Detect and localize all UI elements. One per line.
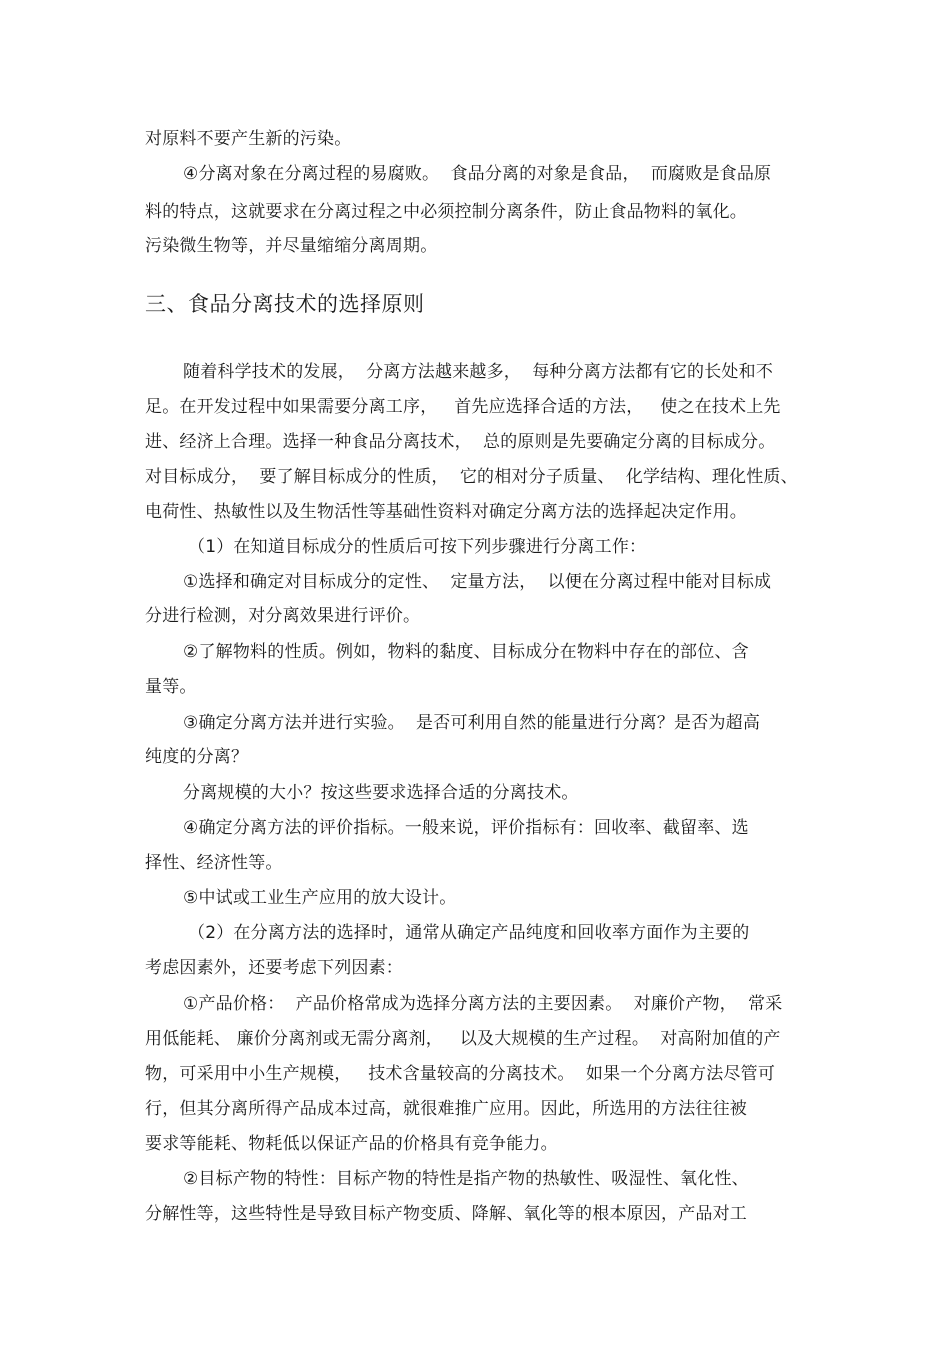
text-line: 用低能耗、 廉价分离剂或无需分离剂， 以及大规模的生产过程。 对高附加值的产 [145, 1029, 781, 1049]
text-line: 对原料不要产生新的污染。 [145, 129, 352, 149]
text-line: ④确定分离方法的评价指标。一般来说，评价指标有：回收率、截留率、选 [183, 818, 749, 838]
text-line: 进、经济上合理。选择一种食品分离技术， 总的原则是先要确定分离的目标成分。 [145, 432, 776, 452]
text-line: 要求等能耗、物耗低以保证产品的价格具有竞争能力。 [145, 1134, 558, 1154]
text-line: 量等。 [145, 677, 197, 697]
text-line: ①选择和确定对目标成分的定性、 定量方法， 以便在分离过程中能对目标成 [183, 572, 772, 592]
text-line: 纯度的分离？ [145, 747, 249, 767]
text-line: ⑤中试或工业生产应用的放大设计。 [183, 888, 457, 908]
text-line: 分离规模的大小？按这些要求选择合适的分离技术。 [183, 783, 579, 803]
section-heading: 三、食品分离技术的选择原则 [145, 292, 425, 316]
text-line: 行，但其分离所得产品成本过高，就很难推广应用。因此，所选用的方法往往被 [145, 1099, 747, 1119]
text-line: 电荷性、热敏性以及生物活性等基础性资料对确定分离方法的选择起决定作用。 [145, 502, 747, 522]
text-line: 分进行检测，对分离效果进行评价。 [145, 606, 421, 626]
text-line: ②目标产物的特性：目标产物的特性是指产物的热敏性、吸湿性、氧化性、 [183, 1169, 749, 1189]
text-line: 物，可采用中小生产规模， 技术含量较高的分离技术。 如果一个分离方法尽管可 [145, 1064, 776, 1084]
text-line: （1）在知道目标成分的性质后可按下列步骤进行分离工作： [188, 537, 647, 557]
text-line: ②了解物料的性质。例如，物料的黏度、目标成分在物料中存在的部位、含 [183, 642, 749, 662]
text-line: ③确定分离方法并进行实验。 是否可利用自然的能量进行分离？是否为超高 [183, 713, 761, 733]
text-line: 对目标成分， 要了解目标成分的性质， 它的相对分子质量、 化学结构、理化性质、 [145, 467, 798, 487]
text-line: 污染微生物等，并尽量缩缩分离周期。 [145, 236, 438, 256]
text-line: 随着科学技术的发展， 分离方法越来越多， 每种分离方法都有它的长处和不 [183, 362, 774, 382]
text-line: 足。在开发过程中如果需要分离工序， 首先应选择合适的方法， 使之在技术上先 [145, 397, 781, 417]
text-line: 择性、经济性等。 [145, 853, 283, 873]
text-line: ④分离对象在分离过程的易腐败。 食品分离的对象是食品， 而腐败是食品原 [183, 164, 772, 184]
text-line: 料的特点，这就要求在分离过程之中必须控制分离条件，防止食品物料的氧化。 [145, 202, 747, 222]
text-line: （2）在分离方法的选择时，通常从确定产品纯度和回收率方面作为主要的 [188, 923, 750, 943]
text-line: 考虑因素外，还要考虑下列因素： [145, 958, 403, 978]
text-line: ①产品价格： 产品价格常成为选择分离方法的主要因素。 对廉价产物， 常采 [183, 994, 783, 1014]
text-line: 分解性等，这些特性是导致目标产物变质、降解、氧化等的根本原因，产品对工 [145, 1204, 747, 1224]
